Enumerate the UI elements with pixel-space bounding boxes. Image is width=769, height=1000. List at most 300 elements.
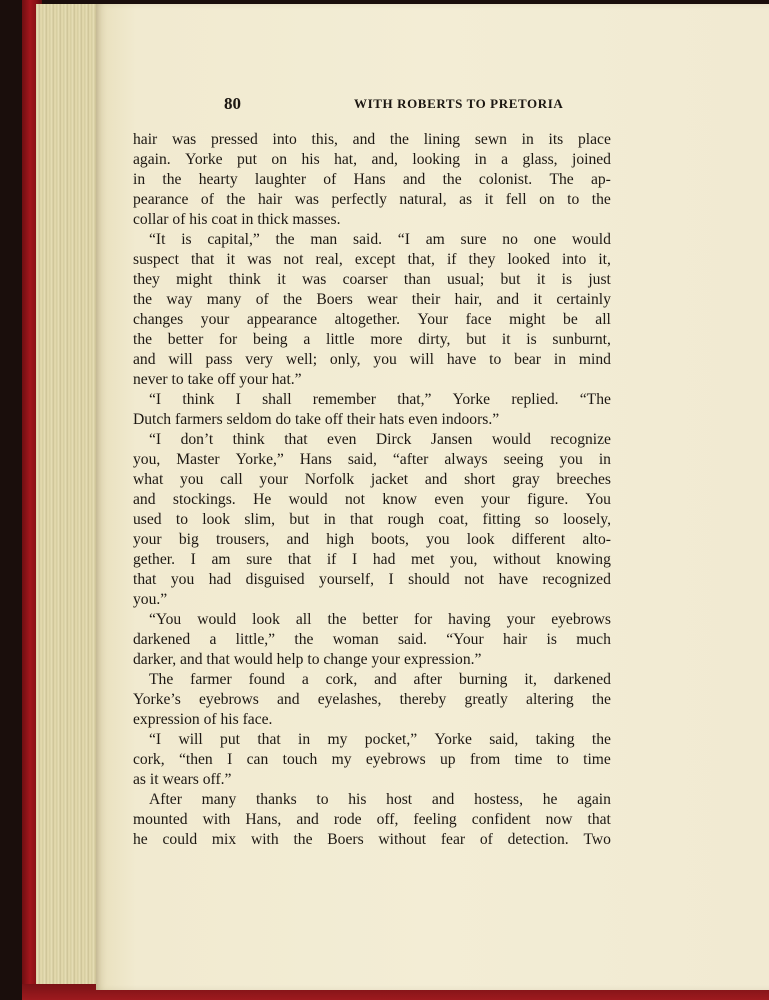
word: with — [250, 831, 279, 848]
text-line — [133, 530, 611, 550]
word: mind — [578, 351, 611, 368]
word: to — [316, 791, 329, 808]
word: of — [203, 711, 221, 728]
word: all — [295, 611, 312, 628]
word: but — [289, 511, 310, 528]
word: He — [253, 491, 272, 508]
word: recognize — [550, 431, 611, 448]
word: off, — [376, 811, 399, 828]
word: a — [303, 331, 311, 348]
word: of — [479, 831, 493, 848]
text-line — [133, 790, 611, 810]
word: after — [413, 671, 443, 688]
word: thick — [257, 211, 293, 228]
page-edges-stack — [36, 4, 99, 992]
word: “I — [149, 731, 162, 748]
text-line — [133, 490, 611, 510]
word: is — [526, 331, 537, 348]
page-header — [96, 94, 769, 118]
word: look — [252, 611, 280, 628]
word: had — [372, 551, 396, 568]
word: and — [431, 791, 455, 808]
word: hat.” — [271, 371, 302, 388]
word: that — [133, 571, 157, 588]
word: as — [459, 191, 473, 208]
word: darker, — [133, 651, 180, 668]
word: their — [346, 411, 380, 428]
word: hair — [502, 631, 528, 648]
word: the — [591, 691, 611, 708]
word: seldom — [226, 411, 276, 428]
word: big — [178, 531, 199, 548]
text-line — [133, 730, 611, 750]
word: Hans — [353, 171, 386, 188]
word: lining — [423, 131, 461, 148]
word: met — [411, 551, 435, 568]
word: without — [378, 831, 427, 848]
word: the — [283, 291, 303, 308]
word: and — [496, 291, 520, 308]
word: think — [232, 431, 265, 448]
word: Yorke — [434, 731, 472, 748]
word: to — [567, 191, 580, 208]
text-line — [133, 770, 611, 790]
word: Yorke — [185, 151, 223, 168]
text-line — [133, 170, 611, 190]
word: expression.” — [403, 651, 482, 668]
word: and — [374, 671, 397, 688]
word: always — [444, 451, 488, 468]
word: hair, — [454, 291, 483, 308]
word: darkened — [133, 631, 191, 648]
word: in — [598, 451, 611, 468]
word: usual; — [446, 271, 485, 288]
word: even — [327, 431, 357, 448]
text-line — [133, 710, 611, 730]
word: not — [345, 491, 365, 508]
word: cork, — [133, 751, 165, 768]
word: I — [235, 391, 241, 408]
word: pass — [205, 351, 233, 368]
word: off — [324, 411, 347, 428]
text-line — [133, 750, 611, 770]
word: used — [133, 511, 162, 528]
word: was — [171, 131, 197, 148]
word: if — [326, 551, 337, 568]
word: remember — [312, 391, 376, 408]
word: to — [489, 351, 502, 368]
word: not — [464, 571, 485, 588]
text-line — [133, 330, 611, 350]
word: Hans — [299, 451, 332, 468]
word: one — [533, 231, 557, 248]
word: The — [149, 671, 174, 688]
word: that — [206, 651, 234, 668]
word: disguised — [245, 571, 305, 588]
word: what — [133, 471, 164, 488]
word: sure — [460, 231, 487, 248]
text-line — [133, 370, 611, 390]
word: even — [434, 491, 464, 508]
word: thanks — [255, 791, 297, 808]
word: fell — [505, 191, 527, 208]
text-line — [133, 830, 611, 850]
text-line — [133, 690, 611, 710]
word: his — [189, 211, 212, 228]
word: and — [352, 131, 376, 148]
word: a — [301, 671, 309, 688]
word: its — [548, 131, 564, 148]
word: it — [277, 271, 286, 288]
word: very — [245, 351, 273, 368]
word: altogether. — [334, 311, 400, 328]
word: real, — [315, 251, 343, 268]
word: collar — [133, 211, 173, 228]
word: if — [446, 251, 457, 268]
word: The — [549, 171, 574, 188]
word: is — [546, 631, 557, 648]
word: Yorke’s — [133, 691, 181, 708]
word: know — [382, 491, 417, 508]
word: little — [326, 331, 355, 348]
word: have — [498, 571, 529, 588]
word: take — [187, 371, 218, 388]
word: feeling — [413, 811, 457, 828]
word: that — [350, 511, 374, 528]
word: help — [276, 651, 308, 668]
word: it — [536, 271, 546, 288]
word: well; — [285, 351, 318, 368]
word: knowing — [556, 551, 611, 568]
word: gray — [512, 471, 540, 488]
word: from — [469, 751, 501, 768]
word: not — [283, 251, 304, 268]
word: perfectly — [331, 191, 387, 208]
word: be — [563, 311, 578, 328]
word: a — [209, 631, 217, 648]
word: so — [534, 511, 549, 528]
word: Master — [176, 451, 220, 468]
word: and, — [371, 151, 398, 168]
word: that — [287, 551, 312, 568]
text-line — [133, 390, 611, 410]
word: up — [440, 751, 456, 768]
word: little,” — [235, 631, 276, 648]
word: it — [484, 191, 494, 208]
word: the — [442, 171, 462, 188]
word: in — [298, 731, 311, 748]
word: certainly — [556, 291, 611, 308]
word: seeing — [503, 451, 544, 468]
word: now — [545, 811, 573, 828]
word: put — [220, 731, 240, 748]
word: it — [149, 771, 163, 788]
word: into — [272, 131, 297, 148]
word: on — [271, 151, 287, 168]
word: rode — [333, 811, 362, 828]
word: eyebrows — [551, 611, 611, 628]
word: just — [588, 271, 611, 288]
word: look — [202, 511, 231, 528]
word: jacket — [370, 471, 409, 488]
word: ap- — [590, 171, 611, 188]
word: time — [583, 751, 611, 768]
word: sunburnt, — [552, 331, 611, 348]
word: hair — [257, 191, 283, 208]
text-line — [133, 570, 611, 590]
word: alto- — [582, 531, 611, 548]
word: Hans, — [245, 811, 282, 828]
word: wear — [367, 291, 398, 308]
word: Boers — [327, 831, 364, 848]
word: greatly — [464, 691, 508, 708]
word: yourself, — [319, 571, 375, 588]
word: your — [481, 491, 510, 508]
word: you — [180, 471, 204, 488]
word: they — [133, 271, 160, 288]
word: appearance — [246, 311, 318, 328]
word: in — [474, 151, 487, 168]
word: more — [370, 331, 403, 348]
word: to — [307, 651, 324, 668]
word: will — [409, 351, 434, 368]
body-text — [133, 130, 611, 850]
word: you, — [450, 551, 478, 568]
word: wears — [162, 771, 203, 788]
text-line — [133, 630, 611, 650]
word: Jansen — [430, 431, 473, 448]
text-line — [133, 190, 611, 210]
text-line — [133, 210, 611, 230]
word: bear — [514, 351, 541, 368]
word: sure — [246, 551, 273, 568]
word: your — [371, 651, 404, 668]
word: After — [149, 791, 182, 808]
word: coat — [211, 211, 242, 228]
word: confident — [471, 811, 531, 828]
word: looked — [507, 251, 550, 268]
word: in — [133, 171, 146, 188]
word: cork, — [325, 671, 358, 688]
word: way — [166, 291, 193, 308]
text-line — [133, 290, 611, 310]
word: eyebrows — [199, 691, 259, 708]
text-line — [133, 510, 611, 530]
word: being — [252, 331, 288, 348]
text-line — [133, 650, 611, 670]
word: that — [587, 811, 611, 828]
word: in — [553, 351, 566, 368]
word: better — [167, 331, 204, 348]
word: mix — [211, 831, 237, 848]
word: my — [327, 731, 348, 748]
word: even — [408, 411, 442, 428]
word: much — [576, 631, 611, 648]
word: trousers, — [216, 531, 270, 548]
word: mounted — [133, 811, 188, 828]
word: figure. — [527, 491, 569, 508]
word: would — [288, 491, 328, 508]
word: high — [326, 531, 354, 548]
word: and — [276, 691, 300, 708]
word: the — [591, 731, 611, 748]
word: should — [408, 571, 450, 588]
word: joined — [572, 151, 611, 168]
word: shall — [262, 391, 292, 408]
word: pocket,” — [364, 731, 418, 748]
word: will — [178, 731, 203, 748]
word: all — [595, 311, 611, 328]
word: “I — [149, 431, 162, 448]
word: slim, — [244, 511, 276, 528]
word: the — [293, 831, 313, 848]
word: burning — [458, 671, 508, 688]
word: but — [466, 331, 487, 348]
word: it, — [598, 251, 611, 268]
word: no — [502, 231, 518, 248]
word: my — [331, 751, 352, 768]
word: man — [310, 231, 338, 248]
running-head: WITH ROBERTS TO PRETORIA — [354, 96, 564, 111]
text-line — [133, 350, 611, 370]
word: might — [509, 311, 546, 328]
word: “The — [579, 391, 611, 408]
word: place — [577, 131, 611, 148]
word: having — [448, 611, 491, 628]
word: taking — [535, 731, 575, 748]
word: eyebrows — [365, 751, 426, 768]
word: loosely, — [563, 511, 611, 528]
text-line — [133, 150, 611, 170]
text-line — [133, 470, 611, 490]
word: his — [220, 711, 243, 728]
word: pearance — [133, 191, 189, 208]
word: the — [591, 191, 611, 208]
word: is — [181, 231, 192, 248]
word: you — [559, 451, 583, 468]
word: hair — [133, 131, 158, 148]
word: you, — [133, 451, 161, 468]
word: will — [168, 351, 193, 368]
word: it — [226, 251, 236, 268]
word: fear — [440, 831, 466, 848]
word: indoors.” — [441, 411, 500, 428]
word: the — [275, 231, 295, 248]
word: your — [239, 371, 272, 388]
word: of — [172, 211, 190, 228]
word: take — [295, 411, 325, 428]
text-line — [133, 130, 611, 150]
word: look — [466, 531, 495, 548]
word: would — [197, 611, 237, 628]
word: think — [228, 271, 261, 288]
word: Dirck — [375, 431, 412, 448]
word: hat, — [334, 151, 358, 168]
word: don’t — [180, 431, 214, 448]
word: would — [491, 431, 531, 448]
word: I — [388, 571, 394, 588]
word: again — [577, 791, 611, 808]
word: expression — [133, 711, 204, 728]
word: hats — [379, 411, 409, 428]
word: was — [302, 271, 327, 288]
word: detection. — [507, 831, 569, 848]
word: woman — [332, 631, 379, 648]
page-number: 80 — [224, 94, 241, 113]
word: time — [514, 751, 543, 768]
word: do — [275, 411, 295, 428]
word: host — [386, 791, 413, 808]
word: said. — [353, 231, 383, 248]
word: “after — [392, 451, 429, 468]
word: hostess, — [474, 791, 524, 808]
word: coarser — [342, 271, 388, 288]
word: rough — [387, 511, 425, 528]
word: said, — [489, 731, 519, 748]
word: recognized — [542, 571, 611, 588]
word: off — [217, 371, 240, 388]
word: face. — [242, 711, 273, 728]
word: changes — [133, 311, 184, 328]
word: darkened — [553, 671, 611, 688]
text-line — [133, 670, 611, 690]
word: thereby — [399, 691, 447, 708]
text-line — [133, 230, 611, 250]
word: Yorke,” — [235, 451, 284, 468]
text-line — [133, 610, 611, 630]
word: looking — [412, 151, 461, 168]
word: off.” — [202, 771, 232, 788]
word: it — [533, 291, 543, 308]
word: Yorke — [452, 391, 491, 408]
word: than — [403, 271, 431, 288]
word: Dutch — [133, 411, 176, 428]
word: only, — [329, 351, 361, 368]
word: the — [162, 171, 182, 188]
word: different — [511, 531, 566, 548]
word: except — [354, 251, 396, 268]
word: “then — [178, 751, 213, 768]
word: hearty — [198, 171, 238, 188]
text-line — [133, 410, 611, 430]
word: farmer — [190, 671, 232, 688]
word: never — [133, 371, 172, 388]
word: the — [327, 611, 347, 628]
word: boots, — [371, 531, 409, 548]
word: can — [246, 751, 269, 768]
word: it, — [524, 671, 537, 688]
word: your — [506, 611, 536, 628]
word: their — [411, 291, 441, 308]
word: am — [425, 231, 445, 248]
word: of — [255, 291, 269, 308]
word: change — [323, 651, 372, 668]
word: for — [219, 331, 238, 348]
word: this, — [311, 131, 338, 148]
word: and — [133, 491, 156, 508]
word: colonist. — [478, 171, 533, 188]
word: short — [464, 471, 496, 488]
word: gether. — [133, 551, 175, 568]
word: you — [426, 531, 450, 548]
word: you — [373, 351, 397, 368]
text-line — [133, 250, 611, 270]
word: breeches — [556, 471, 611, 488]
word: could — [162, 831, 198, 848]
text-line — [133, 450, 611, 470]
word: that — [190, 251, 215, 268]
word: I — [190, 551, 196, 568]
